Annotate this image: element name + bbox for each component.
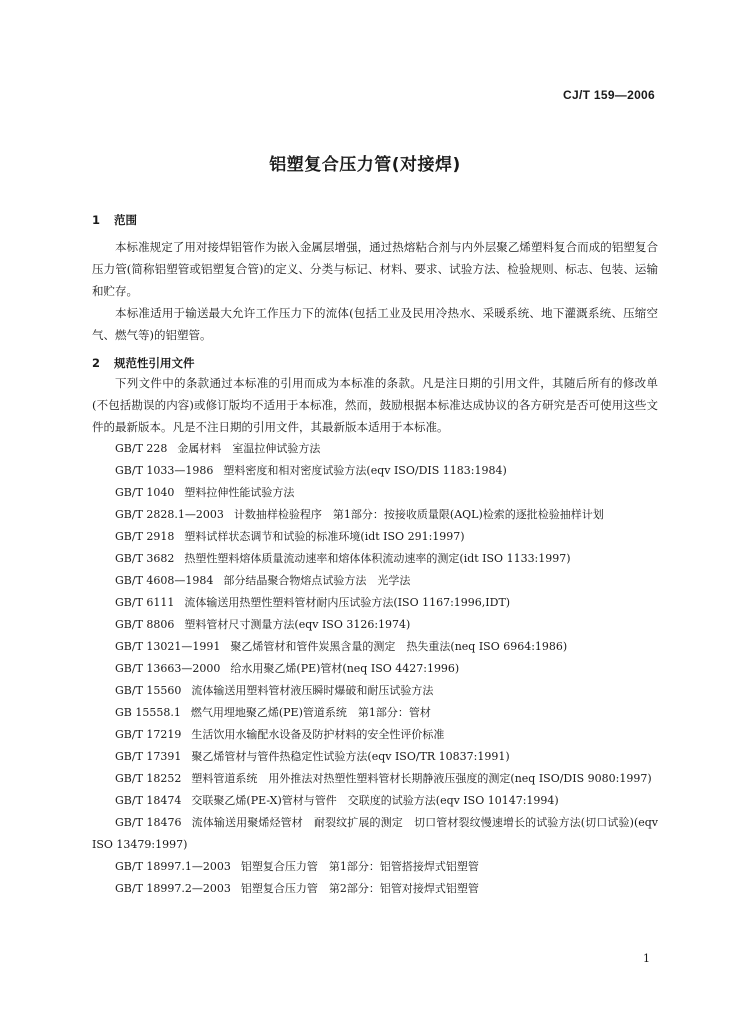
reference-item bbox=[92, 460, 658, 482]
reference-item bbox=[92, 790, 658, 812]
reference-title: 流体输送用塑料管材液压瞬时爆破和耐压试验方法 bbox=[191, 684, 434, 697]
reference-code: GB 15558.1 bbox=[115, 706, 181, 719]
reference-title: 交联聚乙烯(PE-X)管材与管件 交联度的试验方法(eqv ISO 10147:1994) bbox=[191, 794, 559, 807]
reference-item bbox=[92, 548, 658, 570]
reference-title: 塑料拉伸性能试验方法 bbox=[184, 486, 295, 499]
document-title: 铝塑复合压力管(对接焊) bbox=[269, 155, 461, 175]
reference-title: 聚乙烯管材和管件炭黑含量的测定 热失重法(neq ISO 6964:1986) bbox=[230, 640, 568, 653]
reference-item bbox=[92, 592, 658, 614]
reference-title: 计数抽样检验程序 第1部分：按接收质量限(AQL)检索的逐批检验抽样计划 bbox=[233, 508, 604, 521]
reference-code: GB/T 4608—1984 bbox=[115, 574, 214, 587]
reference-item bbox=[92, 724, 658, 746]
reference-code: GB/T 15560 bbox=[115, 684, 182, 697]
reference-title: 金属材料 室温拉伸试验方法 bbox=[177, 442, 321, 455]
reference-title: 塑料试样状态调节和试验的标准环境(idt ISO 291:1997) bbox=[184, 530, 465, 543]
reference-code: GB/T 13663—2000 bbox=[115, 662, 221, 675]
reference-item bbox=[92, 482, 658, 504]
reference-title: 部分结晶聚合物熔点试验方法 光学法 bbox=[223, 574, 411, 587]
page-number: 1 bbox=[643, 952, 650, 965]
section-number: 1 bbox=[92, 213, 101, 227]
reference-title: 铝塑复合压力管 第1部分：铝管搭接焊式铝塑管 bbox=[240, 860, 479, 873]
section-2-heading bbox=[92, 355, 195, 371]
reference-item bbox=[92, 856, 658, 878]
reference-code: GB/T 3682 bbox=[115, 552, 175, 565]
reference-code: GB/T 18474 bbox=[115, 794, 182, 807]
reference-item bbox=[92, 614, 658, 636]
reference-item bbox=[92, 878, 658, 900]
standard-code: CJ/T 159—2006 bbox=[563, 88, 655, 102]
reference-title: 给水用聚乙烯(PE)管材(neq ISO 4427:1996) bbox=[230, 662, 460, 675]
references-intro-paragraph: 下列文件中的条款通过本标准的引用而成为本标准的条款。凡是注日期的引用文件，其随后所有的修改单(不包括勘误的内容)或修订版均不适用于本标准，然而，鼓励根据本标准达成协议的各方研究是否可使用这些文件的最新版本。凡是不注日期的引用文件，其最新版本适用于本标准。 bbox=[92, 376, 658, 434]
reference-code: GB/T 18252 bbox=[115, 772, 182, 785]
reference-title: 生活饮用水输配水设备及防护材料的安全性评价标准 bbox=[191, 728, 445, 741]
reference-item bbox=[92, 812, 658, 856]
reference-title: 燃气用埋地聚乙烯(PE)管道系统 第1部分：管材 bbox=[190, 706, 431, 719]
reference-title: 塑料管道系统 用外推法对热塑性塑料管材长期静液压强度的测定(neq ISO/DIS 9080:1997) bbox=[191, 772, 652, 785]
reference-code: GB/T 2828.1—2003 bbox=[115, 508, 224, 521]
reference-code: GB/T 6111 bbox=[115, 596, 175, 609]
reference-code: GB/T 8806 bbox=[115, 618, 175, 631]
reference-title: 塑料管材尺寸测量方法(eqv ISO 3126:1974) bbox=[184, 618, 411, 631]
normative-references-list bbox=[92, 438, 658, 900]
section-number: 2 bbox=[92, 356, 101, 370]
reference-item bbox=[92, 768, 658, 790]
reference-code: GB/T 1040 bbox=[115, 486, 175, 499]
reference-title: 聚乙烯管材与管件热稳定性试验方法(eqv ISO/TR 10837:1991) bbox=[191, 750, 510, 763]
reference-item bbox=[92, 570, 658, 592]
reference-item bbox=[92, 504, 658, 526]
reference-item bbox=[92, 526, 658, 548]
scope-paragraph-2: 本标准适用于输送最大允许工作压力下的流体(包括工业及民用冷热水、采暖系统、地下灌溉系统、压缩空气、燃气等)的铝塑管。 bbox=[92, 306, 658, 342]
reference-title: 流体输送用聚烯烃管材 耐裂纹扩展的测定 切口管材裂纹慢速增长的试验方法(切口试验)(eqv ISO 13479:1997) bbox=[92, 816, 659, 851]
reference-item bbox=[92, 636, 658, 658]
reference-code: GB/T 18476 bbox=[115, 816, 182, 829]
reference-code: GB/T 17219 bbox=[115, 728, 182, 741]
reference-item bbox=[92, 438, 658, 460]
reference-item bbox=[92, 680, 658, 702]
reference-title: 铝塑复合压力管 第2部分：铝管对接焊式铝塑管 bbox=[240, 882, 479, 895]
section-title: 范围 bbox=[114, 213, 137, 227]
reference-code: GB/T 2918 bbox=[115, 530, 175, 543]
reference-title: 塑料密度和相对密度试验方法(eqv ISO/DIS 1183:1984) bbox=[223, 464, 507, 477]
section-1-heading bbox=[92, 212, 137, 228]
reference-code: GB/T 228 bbox=[115, 442, 168, 455]
reference-code: GB/T 17391 bbox=[115, 750, 182, 763]
section-title: 规范性引用文件 bbox=[114, 356, 195, 370]
reference-item bbox=[92, 702, 658, 724]
reference-code: GB/T 18997.2—2003 bbox=[115, 882, 231, 895]
reference-code: GB/T 1033—1986 bbox=[115, 464, 214, 477]
reference-code: GB/T 13021—1991 bbox=[115, 640, 221, 653]
reference-item bbox=[92, 658, 658, 680]
reference-title: 流体输送用热塑性塑料管材耐内压试验方法(ISO 1167:1996,IDT) bbox=[184, 596, 511, 609]
scope-paragraph-1: 本标准规定了用对接焊铝管作为嵌入金属层增强，通过热熔粘合剂与内外层聚乙烯塑料复合而成的铝塑复合压力管(简称铝塑管或铝塑复合管)的定义、分类与标记、材料、要求、试验方法、检验规则、标志、包装、运输和贮存。 bbox=[92, 240, 658, 298]
reference-code: GB/T 18997.1—2003 bbox=[115, 860, 231, 873]
reference-title: 热塑性塑料熔体质量流动速率和熔体体积流动速率的测定(idt ISO 1133:1997) bbox=[184, 552, 571, 565]
reference-item bbox=[92, 746, 658, 768]
